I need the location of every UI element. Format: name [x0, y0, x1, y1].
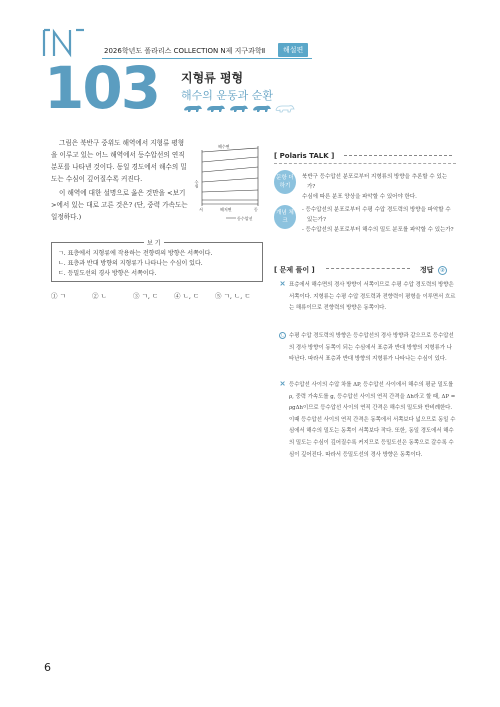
- choice-5[interactable]: ⑤ ㄱ, ㄴ, ㄷ: [215, 292, 251, 300]
- polar-bear-icon: [206, 103, 226, 113]
- concept-content: [302, 205, 454, 235]
- question-text: [51, 137, 189, 223]
- answer-book-badge: 해설편: [278, 43, 308, 57]
- problem-topic: 지형류 평형: [181, 71, 244, 85]
- polar-bear-icon: [229, 103, 249, 113]
- polar-bear-icon: [183, 103, 203, 113]
- figure-x-right: 동: [254, 207, 258, 212]
- solution-item: [279, 331, 457, 366]
- polaris-divider: [274, 163, 456, 164]
- correct-mark-icon: ㄴ: [280, 333, 285, 339]
- polar-bear-icon: [252, 103, 272, 113]
- figure-x-left: 서: [199, 207, 203, 212]
- solution-header: [274, 265, 456, 275]
- concept-badge: 개념 체크: [274, 205, 296, 229]
- isobar-figure: [196, 140, 262, 226]
- extra-line: 북반구 등수압선 분포로부터 지형류의 방향을 추론할 수 있는가?: [302, 174, 448, 190]
- answer-value: ②: [438, 266, 447, 275]
- series-title: 2026학년도 폴라리스 COLLECTION N제 지구과학Ⅱ: [104, 47, 266, 55]
- difficulty-rating: [183, 103, 295, 113]
- figure-x-mid: 해저면: [220, 207, 232, 212]
- solution-item: [279, 280, 457, 315]
- bogi-box: [51, 242, 263, 282]
- solution-text: 등수압선 사이의 수압 차를 ΔP, 등수압선 사이에서 해수의 평균 밀도를 ρ, 중력 가속도를 g, 등수압선 사이의 연직 간격을 Δh라고 할 때, ΔP = ρgΔh이므로 등수압선 사이의 연직 간격은 해수의 밀도와 반비례한다. 이때 등수압선 사이의 연직 간격은 동쪽에서 서쪽보다 넓으므로 동일 수심에서 해수의 밀도는 동쪽이 서쪽보다 작다. 또한, 동일 경도에서 해수의 밀도는 수심이 깊어질수록 커지므로 등밀도선은 동쪽으로 갈수록 수심이 깊어진다. 따라서 등밀도선의 경사 방향은 동쪽이다.: [289, 382, 456, 458]
- polaris-talk-header: [274, 152, 456, 160]
- answer-label-text: 정답: [420, 266, 434, 274]
- figure-top-label: 해수면: [218, 144, 230, 149]
- bogi-item: ㄴ. 표층과 반대 방향의 지형류가 나타나는 수심이 있다.: [58, 260, 203, 267]
- solution-text: 표층에서 해수면의 경사 방향이 서쪽이므로 수평 수압 경도력의 방향은 서쪽이다. 지형류는 수평 수압 경도력과 전향력이 평형을 이루면서 흐르는 해류이므로 전향력의 방향은 동쪽이다.: [289, 282, 456, 312]
- extra-line: 수심에 따른 분포 양상을 파악할 수 있어야 한다.: [302, 194, 417, 200]
- solution-text: 수평 수압 경도력의 방향은 등수압선의 경사 방향과 같으므로 등수압선의 경사 방향이 동쪽이 되는 수심에서 표층과 반대 방향의 지형류가 나타난다. 따라서 표층과 반대 방향의 지형류가 나타나는 수심이 있다.: [289, 333, 454, 363]
- choice-4[interactable]: ④ ㄴ, ㄷ: [174, 292, 200, 300]
- choice-2[interactable]: ② ㄴ: [92, 292, 107, 300]
- figure-y-label: 수심: [194, 180, 200, 188]
- polaris-talk-title: [ Polaris TALK ]: [274, 152, 335, 160]
- polar-bear-outline-icon: [275, 103, 295, 113]
- figure-legend: 등수압선: [237, 216, 253, 221]
- question-paragraph: 이 해역에 대한 설명으로 옳은 것만을 <보기>에서 있는 대로 고른 것은? (단, 중력 가속도는 일정하다.): [51, 189, 188, 221]
- wrong-mark-icon: ✕: [279, 279, 286, 288]
- choice-3[interactable]: ③ ㄱ, ㄷ: [133, 292, 159, 300]
- solution-title: [ 문제 풀이 ]: [274, 266, 315, 274]
- problem-subtopic: 해수의 운동과 순환: [181, 89, 274, 102]
- bogi-title: 보 기: [144, 238, 164, 247]
- answer-choices: [51, 291, 256, 300]
- wrong-mark-icon: ✕: [279, 379, 286, 388]
- extra-badge: 문항 더하기: [274, 170, 296, 194]
- answer-label: [420, 265, 447, 275]
- concept-line: - 등수압선의 분포로부터 수평 수압 경도력의 방향을 파악할 수 있는가?: [302, 207, 451, 223]
- problem-number: 103: [44, 54, 160, 122]
- extra-content: [302, 172, 454, 202]
- bogi-item: ㄷ. 등밀도선의 경사 방향은 서쪽이다.: [58, 270, 157, 277]
- concept-line: - 등수압선의 분포로부터 해수의 밀도 분포를 파악할 수 있는가?: [302, 227, 454, 233]
- solution-item: [279, 380, 457, 461]
- page-number: 6: [44, 661, 51, 674]
- choice-1[interactable]: ① ㄱ: [51, 292, 66, 300]
- bogi-item: ㄱ. 표층에서 지형류에 작용하는 전향력의 방향은 서쪽이다.: [58, 250, 213, 257]
- question-paragraph: 그림은 북반구 중위도 해역에서 지형류 평형을 이루고 있는 어느 해역에서 등수압선의 연직 분포를 나타낸 것이다. 동일 경도에서 해수의 밀도는 수심이 깊어질수록 커진다.: [51, 139, 187, 183]
